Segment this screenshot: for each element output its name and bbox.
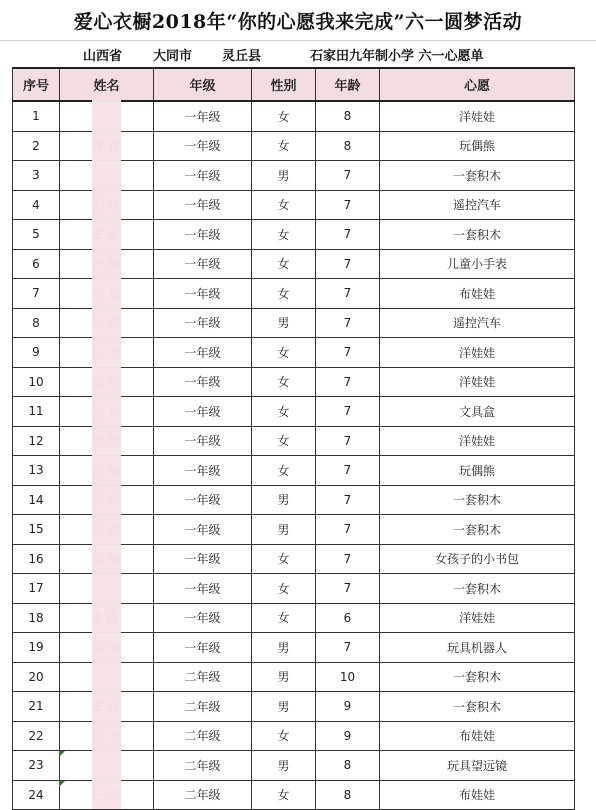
cell-age: 7	[316, 485, 380, 515]
cell-age: 7	[316, 190, 380, 220]
header-gender: 性别	[252, 68, 316, 101]
cell-seq: 10	[13, 367, 60, 397]
cell-gender: 女	[252, 574, 316, 604]
cell-wish: 一套积木	[380, 692, 575, 722]
cell-gender: 男	[252, 692, 316, 722]
cell-age: 7	[316, 338, 380, 368]
cell-seq: 14	[13, 485, 60, 515]
cell-wish: 遥控汽车	[380, 308, 575, 338]
cell-gender: 男	[252, 515, 316, 545]
cell-age: 9	[316, 692, 380, 722]
cell-gender: 女	[252, 279, 316, 309]
cell-seq: 3	[13, 161, 60, 191]
cell-wish: 布娃娃	[380, 780, 575, 810]
cell-marker-icon	[59, 781, 65, 787]
cell-grade: 一年级	[154, 338, 252, 368]
cell-gender: 女	[252, 249, 316, 279]
cell-gender: 女	[252, 456, 316, 486]
cell-wish: 洋娃娃	[380, 101, 575, 131]
cell-gender: 女	[252, 780, 316, 810]
cell-grade: 一年级	[154, 426, 252, 456]
county-label: 灵丘县	[222, 49, 262, 64]
cell-gender: 女	[252, 426, 316, 456]
cell-grade: 二年级	[154, 662, 252, 692]
cell-seq: 9	[13, 338, 60, 368]
cell-gender: 女	[252, 367, 316, 397]
cell-age: 7	[316, 544, 380, 574]
cell-seq: 5	[13, 220, 60, 250]
cell-gender: 男	[252, 662, 316, 692]
city-label: 大同市	[153, 49, 193, 64]
cell-age: 8	[316, 751, 380, 781]
cell-wish: 一套积木	[380, 485, 575, 515]
cell-grade: 一年级	[154, 485, 252, 515]
cell-seq: 8	[13, 308, 60, 338]
cell-gender: 女	[252, 338, 316, 368]
cell-wish: 一套积木	[380, 220, 575, 250]
cell-grade: 二年级	[154, 692, 252, 722]
cell-seq: 4	[13, 190, 60, 220]
cell-wish: 布娃娃	[380, 721, 575, 751]
cell-age: 10	[316, 662, 380, 692]
cell-wish: 布娃娃	[380, 279, 575, 309]
cell-grade: 一年级	[154, 367, 252, 397]
cell-marker-icon	[59, 751, 65, 757]
cell-grade: 一年级	[154, 574, 252, 604]
cell-wish: 玩具机器人	[380, 633, 575, 663]
cell-wish: 洋娃娃	[380, 338, 575, 368]
cell-gender: 女	[252, 397, 316, 427]
cell-gender: 男	[252, 308, 316, 338]
cell-age: 7	[316, 249, 380, 279]
cell-gender: 女	[252, 220, 316, 250]
cell-wish: 玩具望远镜	[380, 751, 575, 781]
cell-age: 8	[316, 780, 380, 810]
cell-grade: 一年级	[154, 544, 252, 574]
cell-gender: 女	[252, 131, 316, 161]
cell-wish: 一套积木	[380, 574, 575, 604]
cell-seq: 16	[13, 544, 60, 574]
cell-grade: 一年级	[154, 131, 252, 161]
cell-seq: 17	[13, 574, 60, 604]
cell-wish: 洋娃娃	[380, 367, 575, 397]
cell-seq: 11	[13, 397, 60, 427]
cell-age: 7	[316, 279, 380, 309]
province-label: 山西省	[83, 49, 123, 64]
cell-seq: 6	[13, 249, 60, 279]
cell-age: 7	[316, 397, 380, 427]
cell-age: 7	[316, 515, 380, 545]
cell-seq: 18	[13, 603, 60, 633]
cell-wish: 玩偶熊	[380, 131, 575, 161]
cell-grade: 一年级	[154, 603, 252, 633]
cell-age: 7	[316, 308, 380, 338]
cell-grade: 二年级	[154, 751, 252, 781]
cell-age: 8	[316, 131, 380, 161]
subtitle-bar	[0, 40, 596, 66]
cell-wish: 玩偶熊	[380, 456, 575, 486]
cell-grade: 一年级	[154, 456, 252, 486]
cell-wish: 洋娃娃	[380, 603, 575, 633]
header-seq: 序号	[13, 68, 60, 101]
cell-gender: 男	[252, 751, 316, 781]
cell-age: 7	[316, 426, 380, 456]
cell-wish: 遥控汽车	[380, 190, 575, 220]
cell-grade: 一年级	[154, 397, 252, 427]
cell-grade: 一年级	[154, 249, 252, 279]
name-redaction-bar	[92, 100, 121, 809]
header-grade: 年级	[154, 68, 252, 101]
cell-age: 7	[316, 161, 380, 191]
cell-age: 7	[316, 367, 380, 397]
cell-seq: 23	[13, 751, 60, 781]
cell-gender: 女	[252, 544, 316, 574]
cell-seq: 13	[13, 456, 60, 486]
cell-wish: 文具盒	[380, 397, 575, 427]
cell-age: 7	[316, 456, 380, 486]
cell-grade: 一年级	[154, 190, 252, 220]
cell-wish: 儿童小手表	[380, 249, 575, 279]
cell-seq: 12	[13, 426, 60, 456]
cell-seq: 7	[13, 279, 60, 309]
cell-age: 7	[316, 574, 380, 604]
cell-wish: 洋娃娃	[380, 426, 575, 456]
cell-gender: 男	[252, 633, 316, 663]
cell-grade: 二年级	[154, 780, 252, 810]
table-header-row	[13, 68, 575, 101]
cell-wish: 一套积木	[380, 515, 575, 545]
cell-wish: 女孩子的小书包	[380, 544, 575, 574]
cell-seq: 2	[13, 131, 60, 161]
cell-age: 6	[316, 603, 380, 633]
cell-seq: 15	[13, 515, 60, 545]
cell-seq: 24	[13, 780, 60, 810]
cell-gender: 女	[252, 603, 316, 633]
cell-age: 7	[316, 220, 380, 250]
cell-seq: 20	[13, 662, 60, 692]
cell-gender: 女	[252, 721, 316, 751]
cell-wish: 一套积木	[380, 161, 575, 191]
cell-grade: 一年级	[154, 101, 252, 131]
school-label: 石家田九年制小学 六一心愿单	[310, 49, 484, 64]
cell-age: 9	[316, 721, 380, 751]
cell-gender: 男	[252, 485, 316, 515]
cell-wish: 一套积木	[380, 662, 575, 692]
cell-age: 8	[316, 101, 380, 131]
cell-seq: 1	[13, 101, 60, 131]
cell-seq: 19	[13, 633, 60, 663]
cell-seq: 22	[13, 721, 60, 751]
page-title: 爱心衣橱2018年“你的心愿我来完成”六一圆梦活动	[0, 0, 596, 41]
cell-age: 7	[316, 633, 380, 663]
cell-grade: 一年级	[154, 633, 252, 663]
cell-seq: 21	[13, 692, 60, 722]
header-wish: 心愿	[380, 68, 575, 101]
header-name: 姓名	[60, 68, 154, 101]
cell-gender: 女	[252, 101, 316, 131]
cell-grade: 一年级	[154, 279, 252, 309]
cell-grade: 一年级	[154, 220, 252, 250]
cell-grade: 一年级	[154, 161, 252, 191]
cell-grade: 一年级	[154, 515, 252, 545]
cell-gender: 女	[252, 190, 316, 220]
header-age: 年龄	[316, 68, 380, 101]
cell-gender: 男	[252, 161, 316, 191]
cell-grade: 一年级	[154, 308, 252, 338]
cell-grade: 二年级	[154, 721, 252, 751]
